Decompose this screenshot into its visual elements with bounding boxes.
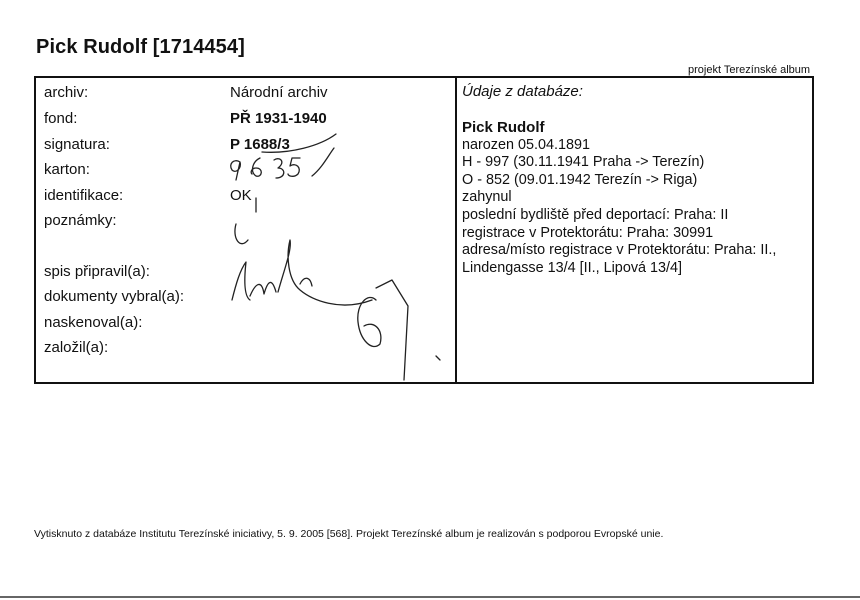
label-naskenoval: naskenoval(a):	[44, 314, 143, 331]
record-title: Pick Rudolf [1714454]	[36, 36, 245, 58]
info-line-transport-h: H - 997 (30.11.1941 Praha -> Terezín)	[462, 154, 705, 171]
database-info	[462, 119, 812, 277]
info-line-residence: poslední bydliště před deportací: Praha: II	[462, 206, 729, 223]
label-dokumenty-vybral: dokumenty vybral(a):	[44, 288, 185, 305]
label-archiv: archiv:	[44, 84, 89, 101]
card-divider	[455, 76, 457, 384]
label-signatura: signatura:	[44, 136, 110, 153]
person-name: Pick Rudolf	[462, 119, 545, 136]
info-line-fate: zahynul	[462, 189, 512, 206]
info-line-transport-o: O - 852 (09.01.1942 Terezín -> Riga)	[462, 171, 698, 188]
scan-edge-line	[0, 596, 860, 598]
info-line-registration: registrace v Protektorátu: Praha: 30991	[462, 224, 714, 241]
value-identifikace: OK	[230, 187, 252, 204]
label-identifikace: identifikace:	[44, 187, 124, 204]
label-zalozil: založil(a):	[44, 339, 109, 356]
label-fond: fond:	[44, 110, 78, 127]
project-label: projekt Terezínské album	[688, 64, 811, 76]
print-footer: Vytisknuto z databáze Institutu Terezínské iniciativy, 5. 9. 2005 [568]. Projekt Terezínské album je realizován s podporou Evropské unie.	[34, 528, 664, 540]
value-fond: PŘ 1931-1940	[230, 110, 327, 127]
info-line-address-2: Lindengasse 13/4 [II., Lipová 13/4]	[462, 259, 683, 276]
info-line-birth: narozen 05.04.1891	[462, 136, 591, 153]
label-spis-pripravil: spis připravil(a):	[44, 263, 150, 280]
label-poznamky: poznámky:	[44, 212, 117, 229]
info-line-address-1: adresa/místo registrace v Protektorátu: Praha: II.,	[462, 242, 777, 259]
value-signatura: P 1688/3	[230, 136, 290, 153]
label-karton: karton:	[44, 161, 90, 178]
value-archiv: Národní archiv	[230, 84, 328, 101]
database-heading: Údaje z databáze:	[462, 83, 583, 100]
